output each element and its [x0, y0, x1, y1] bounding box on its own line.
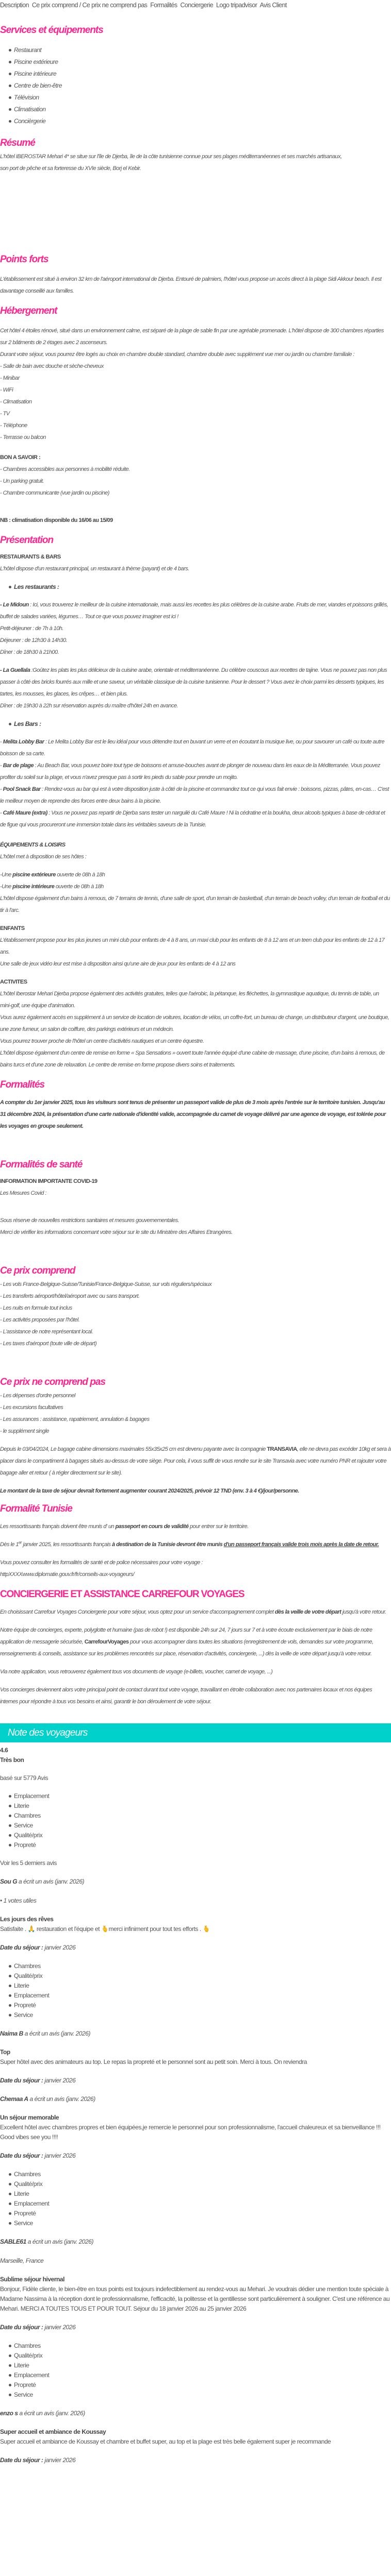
review-tag: Qualité/prix [14, 2179, 391, 2189]
included-list [0, 1279, 391, 1350]
airline-name: TRANSAVIA [267, 1446, 297, 1452]
room-feature: - TV [0, 411, 10, 417]
points-forts-title: Points forts [0, 254, 48, 265]
review-tag: Qualité/prix [14, 2351, 391, 2361]
bar-item: - Melita Lobby Bar : Le Melita Lobby Bar est le lieu idéal pour vous détendre tout en buvant un verre et en écoutant la musique live, ou pour savourer un café ou toute autre boisson de sa carte. [0, 739, 385, 757]
services-list [0, 44, 391, 127]
service-item: Piscine intérieure [14, 68, 391, 80]
resume-title: Résumé [0, 138, 35, 148]
restaurants-label: RESTAURANTS & BARS [0, 554, 61, 560]
included-item: - Les activités proposées par l'hôtel. [0, 1317, 80, 1323]
sante-lines [0, 1215, 391, 1239]
review-wrote: a écrit un avis (janv. 2026) [28, 2095, 95, 2103]
review-text: Satisfaite . 🙏 restauration et l'équipe et 🫰merci infiniment pour tout tes efforts . 🫰 [0, 1925, 210, 1933]
review-wrote: a écrit un avis (janv. 2026) [26, 2238, 94, 2245]
review-stay-date [0, 2076, 391, 2086]
service-item: Piscine extérieure [14, 56, 391, 68]
bon-a-savoir-label: BON A SAVOIR : [0, 454, 41, 461]
room-feature: - WiFi [0, 387, 13, 393]
room-feature: - Minibar [0, 375, 20, 381]
bar-desc: : Le Melita Lobby Bar est le lieu idéal pour vous détendre tout en buvant un verre et en écoutant la musique live, ou pour savourer un café ou toute autre boisson de sa carte. [0, 739, 385, 757]
ne-comprend-title: Ce prix ne comprend pas [0, 1377, 106, 1387]
review-stay-date [0, 2151, 391, 2161]
review-title: Les jours des rêves [0, 1916, 54, 1923]
activites-label: ACTIVITES [0, 979, 27, 985]
service-item: Centre de bien-être [14, 80, 391, 92]
review-author: Chemaa A [0, 2095, 28, 2103]
review [0, 2400, 391, 2465]
bar-desc: : Rendez-vous au bar qui est à votre disposition juste à côté de la piscine et commandez tout ce qui vous fait envie : boissons, pizzas, pâtes, en-cas… C'est le meilleur moyen de reprendre des forces entre deux bains à la piscine. [0, 786, 389, 804]
restaurant-name: - La Guellala [0, 667, 30, 673]
review-title: Super accueil et ambiance de Koussay [0, 2428, 106, 2435]
review-author-line [0, 2094, 391, 2104]
service-item: Télévision [14, 92, 391, 104]
consult-text: Vous pouvez consulter les formalités de santé et de police nécessaires pour votre voyage : [0, 1560, 203, 1566]
nav-description[interactable]: Description [0, 2, 29, 9]
review-date-label: Date du séjour : [0, 1944, 43, 1951]
ratings-title: Note des voyageurs [8, 1727, 88, 1738]
review-tag: Emplacement [14, 1991, 391, 2001]
pool-name: piscine extérieure [12, 872, 56, 878]
conciergerie-title: CONCIERGERIE ET ASSISTANCE CARREFOUR VOYAGES [0, 1589, 245, 1600]
bar-name: Pool Snack Bar [3, 786, 41, 792]
review-tag: Service [14, 2010, 391, 2020]
reviews-list [0, 1868, 391, 2465]
included-item: - Les transferts aéroport/hôtel/aéroport avec ou sans transport. [0, 1293, 140, 1299]
review [0, 2020, 391, 2086]
bon-a-savoir-item: - Chambres accessibles aux personnes à mobilité réduite. [0, 466, 130, 472]
review-date: janvier 2026 [43, 2077, 76, 2084]
opening-hours: Petit-déjeuner : de 7h à 10h. [0, 625, 63, 632]
see-last-reviews-link[interactable]: Voir les 5 derniers avis [0, 1859, 57, 1867]
tripadvisor-logo[interactable]: Logo tripadvisor [216, 2, 257, 9]
rating-criterion: Literie [14, 1801, 391, 1811]
conciergerie-p2: Notre équipe de concierges, experte, polyglotte et humaine (pas de robot !) est disponible 24h sur 24, 7 jours sur 7 et à votre écoute exclusivement par le biais de notre application de messagerie sécurisée, CarrefourVoyages pour vous accompagner dans toutes les situations (enregistrement de vols, demandes sur votre programme, renseignements & conseils, assistance sur les problèmes rencontrés sur place, réservation d'activités, conciergerie, ...) dès la veille de votre départ jusqu'à votre retour. [0, 1627, 373, 1657]
review-tags [0, 2341, 391, 2400]
excluded-item: - Les dépenses d'ordre personnel [0, 1393, 75, 1399]
review-wrote: a écrit un avis (janv. 2026) [18, 2410, 85, 2417]
pool-item: -Une piscine extérieure ouverte de 08h à 18h [0, 872, 105, 878]
passport-2025: Dès le 1er janvier 2025, les ressortissants français à destination de la Tunisie devront être munis d'un passeport français valide trois mois après la date de retour. [0, 1540, 379, 1548]
review-date: janvier 2026 [43, 2324, 76, 2331]
review-tag: Literie [14, 2189, 391, 2199]
review-tag: Propreté [14, 2380, 391, 2390]
covid-label: INFORMATION IMPORTANTE COVID-19 [0, 1178, 97, 1184]
review-text: Super accueil et ambiance de Koussay et chambre et buffet super, au top et la plage est très belle également super je recommande [0, 2438, 331, 2445]
restaurant-midoun [0, 599, 391, 623]
review-tags [0, 1961, 391, 2020]
formalites-text: A compter du 1er janvier 2025, tous les visiteurs sont tenus de présenter un passeport valide de plus de 3 mois après l'entrée sur le territoire tunisien. Jusqu'au 31 décembre 2024, la présentation d'une carte nationale d'identité valide, accompagnée du carnet de voyage délivré par une agence de voyage, est tolérée pour les voyages en groupe seulement. [0, 1099, 386, 1129]
passport-rule: Les ressortissants français doivent être munis d' un passeport en cours de validité pour entrer sur le territoire. [0, 1523, 249, 1530]
review-author-line [0, 2237, 391, 2247]
guellala-hours: Dîner : de 19h30 à 22h sur réservation auprès du maître d'hôtel 24h en avance. [0, 703, 178, 709]
bar-item: - Café Maure (extra) : Vous ne pouvez pas repartir de Djerba sans tester un narguilé du Café Maure ! Ni la cédratine et la boukha, deux alcools typiques à base de cédrat et de figue qui vous procureront une immersion totale dans les véritables saveurs de la Tunisie. [0, 810, 385, 828]
nb-climatisation: NB : climatisation disponible du 16/06 au 15/09 [0, 517, 113, 523]
review-title: Un séjour memorable [0, 2114, 59, 2121]
included-item: - Les nuits en formule tout inclus [0, 1305, 72, 1311]
equipements-label: ÉQUIPEMENTS & LOISIRS [0, 842, 66, 848]
review-author: Naima B [0, 2030, 23, 2037]
rating-count: basé sur 5779 Avis [0, 1774, 48, 1782]
conciergerie-p4: Vos concierges deviennent alors votre principal point de contact durant tout votre voyage, travaillant en étroite collaboration avec nos partenaires locaux et nos équipes internes pour répondre à tous vos besoins et ainsi, garantir le bon déroulement de votre séjour. [0, 1687, 372, 1705]
bar-desc: : Vous ne pouvez pas repartir de Djerba sans tester un narguilé du Café Maure ! Ni la cédratine et la boukha, deux alcools typiques à base de cédrat et de figue qui vous procureront une immersion totale dans les véritables saveurs de la Tunisie. [0, 810, 385, 828]
service-item: Climatisation [14, 104, 391, 115]
review-title: Top [0, 2048, 10, 2056]
activities [0, 988, 391, 1071]
room-feature: - Terrasse ou balcon [0, 434, 46, 440]
taxe-sejour: Le montant de la taxe de séjour devrait fortement augmenter courant 2024/2025, prévoir 12 TND (env. 3 à 4 €)/jour/personne. [0, 1488, 299, 1494]
bon-a-savoir-item: - Un parking gratuit. [0, 478, 44, 484]
service-item: Restaurant [14, 44, 391, 56]
enfants-text: L'établissement propose pour les plus jeunes un mini club pour enfants de 4 à 8 ans, un maxi club pour les enfants de 8 à 12 ans et un teen club pour les enfants de 12 à 17 ans. [0, 937, 385, 955]
rating-criterion: Propreté [14, 1840, 391, 1850]
review-tag: Chambres [14, 1961, 391, 1971]
hebergement-intro-2: Durant votre séjour, vous pourrez être logés au choix en chambre double standard, chambre double avec supplément vue mer ou jardin ou chambre familiale : [0, 351, 354, 358]
review-date: janvier 2026 [43, 2456, 76, 2464]
bagage-notice: Depuis le 03/04/2024, Le bagage cabine dimensions maximales 55x35x25 cm est devenu payante avec la compagnie TRANSAVIA, elle ne devra pas excéder 10kg et sera à placer dans le compartiment à bagages situés au-dessus de votre siège. Pour cela, il vous suffit de vous rendre sur le site Transavia avec votre numéro PNR et rajouter votre bagage aller et retour ( à régler directement sur le site). [0, 1446, 391, 1476]
review-tag: Service [14, 2390, 391, 2400]
pool-name: piscine intérieure [12, 884, 55, 890]
review-wrote: a écrit un avis (janv. 2026) [23, 2030, 91, 2037]
activities-paragraph: Vous aurez également accès en supplément à un service de location de voitures, location de vélos, un coffre-fort, un bureau de change, un distributeur d'argent, une boutique, une zone fumeur, un salon de coiffure, des parkings extérieurs et un médecin. [0, 1014, 389, 1032]
review-wrote: a écrit un avis (janv. 2026) [17, 1878, 85, 1885]
review-tag: Literie [14, 2361, 391, 2370]
review-stay-date [0, 2455, 391, 2465]
ratings-section [0, 1742, 391, 2465]
restaurant-guellala [0, 665, 391, 700]
room-features [0, 361, 391, 444]
opening-hours: Déjeuner : de 12h30 à 14h30. [0, 637, 68, 643]
excluded-item: - Les excursions facultatives [0, 1404, 63, 1411]
service-item: Concièrgerie [14, 115, 391, 127]
bar-item: - Pool Snack Bar : Rendez-vous au bar qui est à votre disposition juste à côté de la piscine et commandez tout ce qui vous fait envie : boissons, pizzas, pâtes, en-cas… C'est le meilleur moyen de reprendre des forces entre deux bains à la piscine. [0, 786, 389, 804]
included-item: - Les vols France-Belgique-Suisse/Tunisie/France-Belgique-Suisse, sur vols réguliers/spéciaux [0, 1281, 212, 1287]
enfants-label: ENFANTS [0, 925, 25, 931]
rating-score: 4.6 [0, 1747, 8, 1754]
review-date-label: Date du séjour : [0, 2456, 43, 2464]
review-title: Sublime séjour hivernal [0, 2276, 65, 2283]
review-tag: Chambres [14, 2170, 391, 2179]
sante-line: Sous réserve de nouvelles restrictions sanitaires et mesures gouvernementales. [0, 1217, 180, 1224]
nav-conciergerie[interactable]: Conciergerie [180, 2, 214, 9]
rating-criterion: Qualité/prix [14, 1831, 391, 1840]
review-date-label: Date du séjour : [0, 2077, 43, 2084]
restaurants-bullet: Les restaurants : [14, 581, 391, 593]
review-text: Excellent hôtel avec chambres propres et bien équipées,je remercie le personnel pour son professionnalisme, l'accueil chaleureux et sa bienveillance !!! Good vibes see you !!!! [0, 2124, 381, 2141]
review-author-line [0, 2029, 391, 2039]
review-author-line [0, 1877, 391, 1887]
presentation-title: Présentation [0, 535, 54, 546]
bar-item: - Bar de plage : Au Beach Bar, vous pouvez boire tout type de boissons et amuse-bouches avant de plonger de nouveau dans les eaux de la Méditerranée. Vous pouvez profiter du soleil sur la plage, et vous n'avez presque pas à sortir les pieds du sable pour prendre un mojito. [0, 762, 380, 781]
review-author-line [0, 2409, 391, 2418]
review [0, 2228, 391, 2400]
sante-line: Merci de vérifier les informations concernant votre séjour sur le site du Ministère des Affaires Etrangères. [0, 1229, 233, 1235]
activities-paragraph: L'hôtel Iberostar Mehari Djerba propose également des activités gratuites, telles que l'aérobic, la pétanque, les fléchettes, la gymnastique aquatique, du tennis de table, un mini-golf, une équipe d'animation. [0, 991, 379, 1009]
nav-price[interactable]: Ce prix comprend / Ce prix ne comprend pas [31, 2, 148, 9]
covid-sub: Les Mesures Covid : [0, 1190, 46, 1196]
review-stay-date [0, 2323, 391, 2332]
review-date-label: Date du séjour : [0, 2324, 43, 2331]
room-feature: - Salle de bain avec douche et sèche-cheveux [0, 363, 104, 369]
review-votes: • 1 votes utiles [0, 1897, 37, 1904]
review-tag: Emplacement [14, 2370, 391, 2380]
rating-criterion: Chambres [14, 1811, 391, 1821]
review-date: janvier 2026 [43, 1944, 76, 1951]
review-location: Marseille, France [0, 2257, 44, 2264]
room-feature: - Téléphone [0, 422, 27, 429]
enfants-text-2: Une salle de jeux vidéo leur est mise à disposition ainsi qu'une aire de jeux pour les enfants de 4 à 12 ans [0, 961, 236, 967]
included-item: - L'assistance de notre représentant local. [0, 1329, 93, 1335]
bon-a-savoir-list [0, 464, 391, 499]
bar-name: Café Maure (extra) [3, 810, 47, 816]
excluded-list [0, 1390, 391, 1437]
hebergement-intro: Cet hôtel 4 étoiles rénové, situé dans un environnement calme, est séparé de la plage de sable fin par une agréable promenade. L'hôtel dispose de 300 chambres réparties sur 2 bâtiments de 2 étages avec 2 ascenseurs. [0, 328, 384, 346]
anchor-nav [0, 0, 391, 10]
review-tags [0, 2170, 391, 2228]
conciergerie-p3: Via notre application, vous retrouverez également tous vos documents de voyage (e-billets, voucher, carnet de voyage, ...) [0, 1669, 273, 1675]
bon-a-savoir-item: - Chambre communicante (vue jardin ou piscine) [0, 490, 109, 496]
excluded-item: - Les assurances : assistance, rapatriement, annulation & bagages [0, 1416, 150, 1422]
services-title: Services et équipements [0, 25, 103, 36]
room-feature: - Climatisation [0, 399, 32, 405]
rating-label: Très bon [0, 1756, 24, 1764]
included-item: - Les taxes d'aéroport (toute ville de départ) [0, 1341, 97, 1347]
midoun-hours [0, 623, 391, 658]
hebergement-title: Hébergement [0, 306, 57, 316]
review-tag: Service [14, 2218, 391, 2228]
bars-list [0, 736, 391, 831]
rating-criterion: Emplacement [14, 1791, 391, 1801]
equipements-text: L'hôtel dispose également d'un bains à remous, de 7 terrains de tennis, d'une salle de sport, d'un terrain de basketball, d'un terrain de beach volley, d'un terrain de football et du tir à l'arc. [0, 895, 390, 913]
conciergerie-p1: En choisissant Carrefour Voyages Conciergerie pour votre séjour, vous optez pour un service d'accompagnement complet dès la veille de votre départ jusqu'à votre retour. [0, 1609, 386, 1615]
review-tag: Propreté [14, 2001, 391, 2010]
points-forts-text: L'établissement est situé à environ 32 km de l'aéroport international de Djerba. Entouré de palmiers, l'hôtel vous propose un accès direct à la plage Sidi Akkour beach. Il est davantage conseillé aux familles. [0, 276, 382, 294]
rating-criteria [0, 1791, 391, 1850]
bar-name: Bar de plage [3, 762, 34, 769]
review-text: Bonjour, Fidèle cliente, le bien-être en tous points est toujours indefectiblement au rendez-vous au Mehari. Je voudrais dédier une mention toute spéciale à Madame Nassima à la réception dont le professionnalisme, l'efficacité, la politesse et la gentillesse sont particulièrement à souligner. C'est une référence au Mehari. MERCI A TOUTES TOUS ET POUR TOUT. Séjour du 18 janvier 2026 au 25 janvier 2026 [0, 2285, 390, 2312]
review-author: SABLE61 [0, 2238, 26, 2245]
review-tag: Literie [14, 1981, 391, 1991]
opening-hours: Dîner : de 18h30 à 21h00. [0, 649, 59, 655]
restaurants-intro: L'hôtel dispose d'un restaurant principal, un restaurant à thème (payant) et de 4 bars. [0, 566, 189, 572]
pool-item: -Une piscine intérieure ouverte de 08h à 18h [0, 884, 104, 890]
equipements-intro: L'hôtel met à disposition de ses hôtes : [0, 854, 87, 860]
review-tag: Propreté [14, 2209, 391, 2218]
restaurant-desc: : Ici, vous trouverez le meilleur de la cuisine internationale, mais aussi les recettes les plus célèbres de la cuisine arabe. Fruits de mer, viandes et poissons grillés, buffet de salades variées, légumes… Tout ce que vous pouvez imaginer est ici ! [0, 602, 388, 620]
bar-name: Melita Lobby Bar [3, 739, 44, 745]
diplomatie-link[interactable]: httpXXXXwww.diplomatie.gouv.fr/fr/conseils-aux-voyageurs/ [0, 1571, 135, 1578]
rating-criterion: Service [14, 1821, 391, 1831]
review-tag: Emplacement [14, 2199, 391, 2209]
review [0, 1868, 391, 2020]
review-text: Super hôtel avec des animateurs au top. Le repas la propreté et le personnel sont au petit soin. Merci à tous. On reviendra [0, 2058, 307, 2065]
resume-text: L'hôtel IBEROSTAR Mehari 4* se situe sur l'île de Djerba, île de la côte tunisienne connue pour ses plages méditerranéennes et ses marchés artisanaux, son port de pêche et sa forteresse du XVIe siècle, Borj el Kebir. [0, 154, 342, 172]
bar-desc: : Au Beach Bar, vous pouvez boire tout type de boissons et amuse-bouches avant de plonger de nouveau dans les eaux de la Méditerranée. Vous pouvez profiter du soleil sur la plage, et vous n'avez presque pas à sortir les pieds du sable pour prendre un mojito. [0, 762, 380, 781]
review-tag: Qualité/prix [14, 1971, 391, 1981]
ratings-header [0, 1723, 391, 1742]
tunisie-title: Formalité Tunisie [0, 1503, 72, 1514]
review-author: Sou G [0, 1878, 18, 1885]
activities-paragraph: Vous pourrez trouver proche de l'hôtel un centre d'activités nautiques et un centre équestre. [0, 1038, 204, 1044]
excluded-item: - le supplément single [0, 1428, 49, 1434]
nav-avis-client[interactable]: Avis Client [259, 2, 287, 9]
review-date: janvier 2026 [43, 2152, 76, 2159]
nav-formalites[interactable]: Formalités [150, 2, 177, 9]
comprend-title: Ce prix comprend [0, 1265, 75, 1276]
review-stay-date [0, 1943, 391, 1953]
restaurant-name: - Le Midoun [0, 602, 29, 608]
review-date-label: Date du séjour : [0, 2152, 43, 2159]
bars-bullet: Les Bars : [14, 718, 391, 730]
activities-paragraph: L'hôtel dispose également d'un centre de remise en forme « Spa Sensations » ouvert toute l'année équipé d'une cabine de massage, d'une piscine, d'un bains à remous, de bains turcs et d'une zone de relaxation. Le centre de remise en forme propose divers soins et traitements. [0, 1050, 385, 1068]
formalites-title: Formalités [0, 1079, 45, 1090]
review [0, 2086, 391, 2228]
review-tag: Chambres [14, 2341, 391, 2351]
review-author: enzo s [0, 2410, 18, 2417]
sante-title: Formalités de santé [0, 1159, 83, 1170]
restaurant-desc: :Goûtez les plats les plus délicieux de la cuisine arabe, orientale et méditerranéenne. Du célèbre couscous aux recettes de tajine. Vous ne pouvez pas non plus passer à côté des bricks fourrés aux mille et une saveur, un véritable classique de la cuisine tunisienne. Pour le dessert ? Vous avez le choix parmi les desserts typiques, les tartes, les mousses, les glaces, les crêpes… et bien plus. [0, 667, 387, 697]
